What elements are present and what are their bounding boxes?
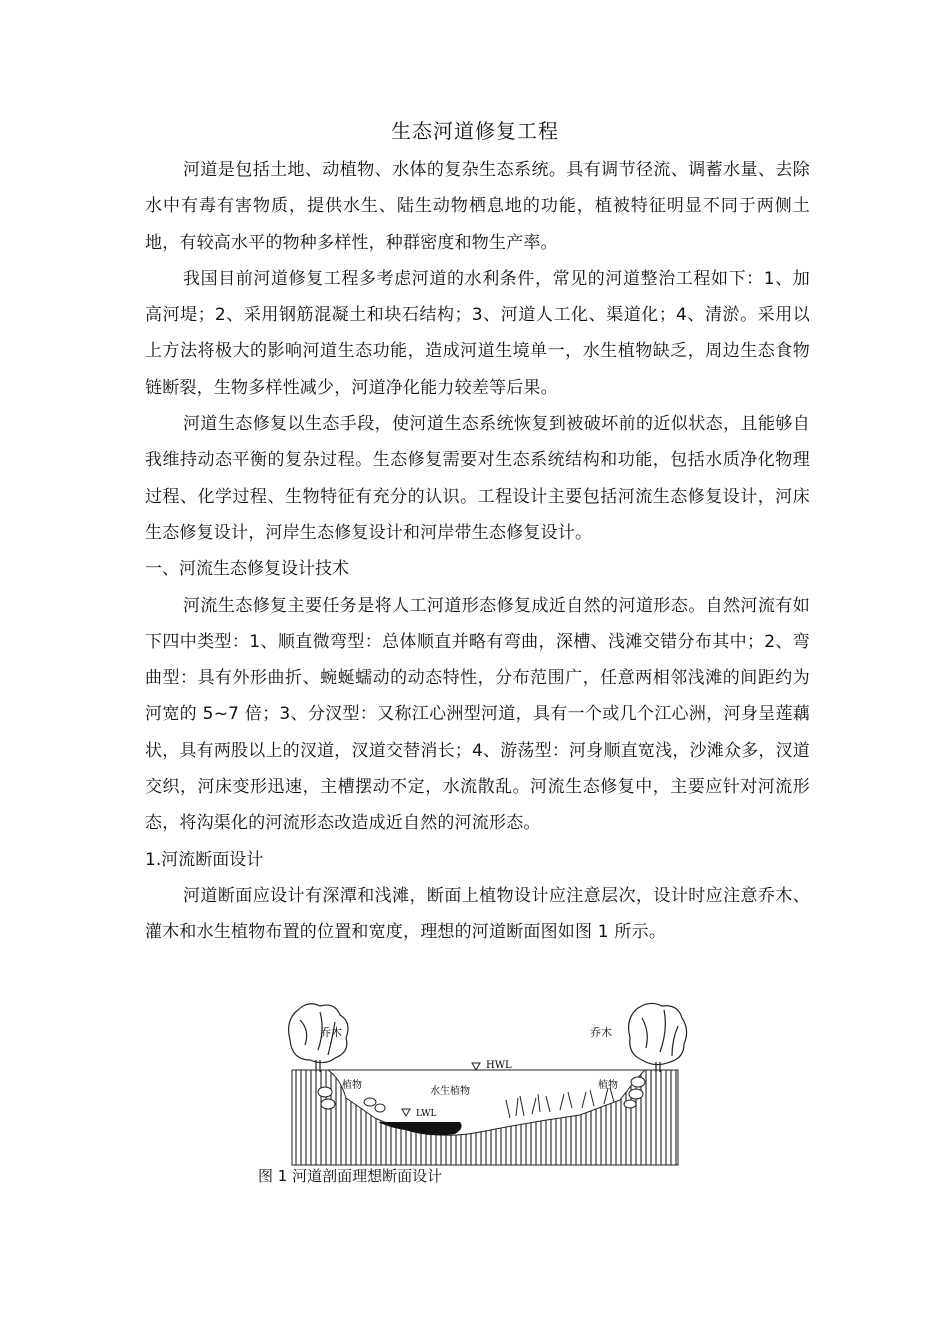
figure-caption: 图 1 河道剖面理想断面设计: [258, 1167, 443, 1185]
right-tree: [629, 1003, 687, 1072]
label-aquatic-plant: 水生植物: [430, 1086, 470, 1097]
lwl-marker-icon: [402, 1109, 410, 1116]
section-heading-1: 一、河流生态修复设计技术: [145, 559, 349, 580]
paragraph-2: 我国目前河道修复工程多考虑河道的水利条件，常见的河道整治工程如下：1、加高河堤；2、采用钢筋混凝土和块石结构；3、河道人工化、渠道化；4、清淤。采用以上方法将极大的影响河道生态功能，造成河道生境单一，水生植物缺乏，周边生态食物链断裂，生物多样性减少，河道净化能力较差等后果。: [145, 268, 810, 398]
label-right-plant: 植物: [598, 1080, 618, 1091]
hwl-marker-icon: [472, 1063, 480, 1070]
paragraph-1: 河道是包括土地、动植物、水体的复杂生态系统。具有调节径流、调蓄水量、去除水中有毒有害物质，提供水生、陆生动物栖息地的功能，植被特征明显不同于两侧土地，有较高水平的物种多样性，种群密度和物生产率。: [145, 160, 810, 253]
label-left-tree: 乔木: [320, 1026, 342, 1039]
document-body: [145, 152, 810, 951]
subsection-1-paragraph: 河道断面应设计有深潭和浅滩，断面上植物设计应注意层次，设计时应注意乔木、灌木和水生植物布置的位置和宽度，理想的河道断面图如图 1 所示。: [145, 885, 810, 943]
label-lwl: LWL: [416, 1109, 437, 1119]
label-left-plant: 植物: [342, 1080, 362, 1091]
label-hwl: HWL: [486, 1060, 512, 1071]
label-right-tree: 乔木: [590, 1026, 612, 1039]
subsection-heading-1: 1.河流断面设计: [145, 849, 264, 870]
river-cross-section-figure: [280, 1000, 690, 1180]
section-1-paragraph: 河流生态修复主要任务是将人工河道形态修复成近自然的河道形态。自然河流有如下四中类型：1、顺直微弯型：总体顺直并略有弯曲，深槽、浅滩交错分布其中；2、弯曲型：具有外形曲折、蜿蜒蠕动的动态特性，分布范围广，任意两相邻浅滩的间距约为河宽的 5~7 倍；3、分汊型：又称江心洲型河道，具有一个或几个江心洲，河身呈莲藕状，具有两股以上的汊道，汊道交替消长；4、游荡型：河身顺直宽浅，沙滩众多，汊道交织，河床变形迅速，主槽摆动不定，水流散乱。河流生态修复中，主要应针对河流形态，将沟渠化的河流形态改造成近自然的河流形态。: [145, 595, 810, 834]
document-title: 生态河道修复工程: [391, 119, 559, 143]
paragraph-3: 河道生态修复以生态手段，使河道生态系统恢复到被破坏前的近似状态，且能够自我维持动态平衡的复杂过程。生态修复需要对生态系统结构和功能，包括水质净化物理过程、化学过程、生物特征有充分的认识。工程设计主要包括河流生态修复设计，河床生态修复设计，河岸生态修复设计和河岸带生态修复设计。: [145, 414, 810, 543]
